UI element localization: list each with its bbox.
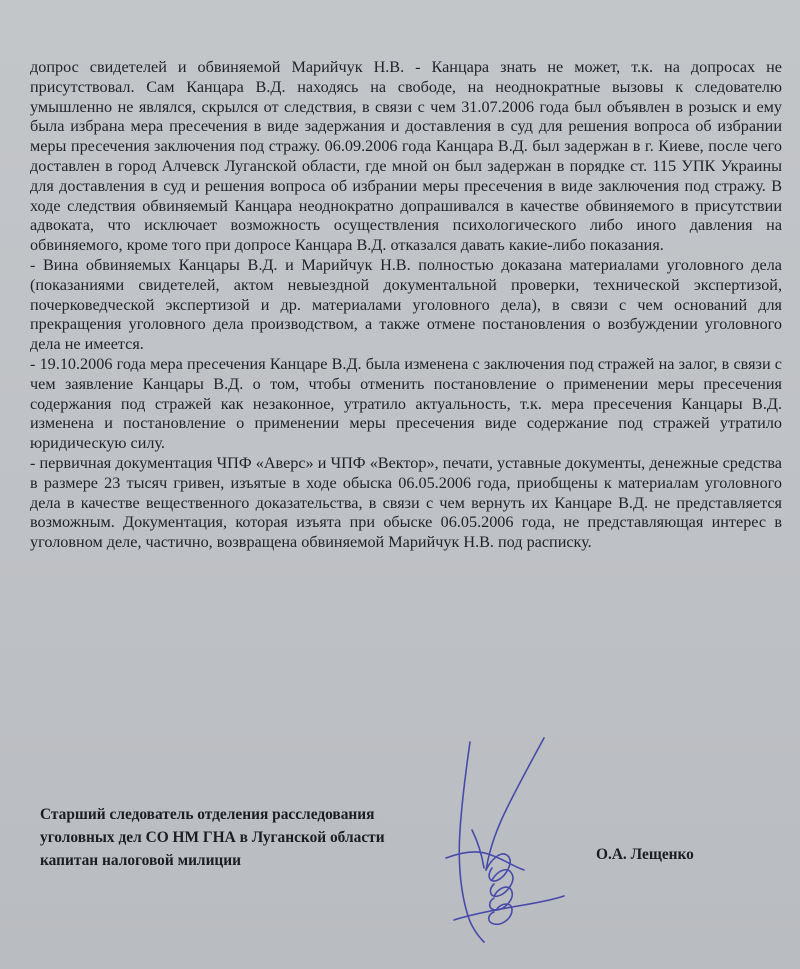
signatory-position xyxy=(40,803,385,872)
signatory-title-line-1: Старший следователь отделения расследования xyxy=(40,806,375,823)
paragraph-3: - 19.10.2006 года мера пресечения Канцаре В.Д. была изменена с заключения под стражей на залог, в связи с чем заявление Канцары В.Д. о том, чтобы отменить постановление о применении меры пресечения содержания под стражей как незаконное, утратило актуальность, т.к. мера пресечения Канцары В.Д. изменена и постановление о применении меры пресечения виде содержание под стражей утратило юридическую силу. xyxy=(30,354,782,453)
signatory-name: О.А. Лещенко xyxy=(596,846,694,863)
paragraph-1: допрос свидетелей и обвиняемой Марийчук Н.В. - Канцара знать не может, т.к. на допросах не присутствовал. Сам Канцара В.Д. находясь на свободе, на неоднократные вызовы к следователю умышленно не являлся, скрылся от следствия, в связи с чем 31.07.2006 года был объявлен в розыск и ему была избрана мера пресечения в виде задержания и доставления в суд для решения вопроса об избрании меры пресечения заключения под стражу. 06.09.2006 года Канцара В.Д. был задержан в г. Киеве, после чего доставлен в город Алчевск Луганской области, где мной он был задержан в порядке ст. 115 УПК Украины для доставления в суд и решения вопроса об избрании меры пресечения в виде заключения под стражу. В ходе следствия обвиняемый Канцара неоднократно допрашивался в качестве обвиняемого в присутствии адвоката, что исключает возможность осуществления психологического либо иного давления на обвиняемого, кроме того при допросе Канцара В.Д. отказался давать какие-либо показания. xyxy=(30,58,782,255)
signatory-title-line-3: капитан налоговой милиции xyxy=(40,852,242,869)
handwritten-signature xyxy=(432,730,572,950)
signatory-title-line-2: уголовных дел СО НМ ГНА в Луганской области xyxy=(40,829,385,846)
document-body xyxy=(30,58,782,553)
paragraph-4: - первичная документация ЧПФ «Аверс» и ЧПФ «Вектор», печати, уставные документы, денежные средства в размере 23 тысяч гривен, изъятые в ходе обыска 06.05.2006 года, приобщены к материалам уголовного дела в качестве вещественного доказательства, в связи с чем вернуть их Канцаре В.Д. не представляется возможным. Документация, которая изъята при обыске 06.05.2006 года, не представляющая интерес в уголовном деле, частично, возвращена обвиняемой Марийчук Н.В. под расписку. xyxy=(30,453,782,552)
paragraph-2: - Вина обвиняемых Канцары В.Д. и Марийчук Н.В. полностью доказана материалами уголовного дела (показаниями свидетелей, актом невыездной документальной проверки, технической экспертизой, почерковедческой экспертизой и др. материалами уголовного дела), в связи с чем оснований для прекращения уголовного дела производством, а также отмене постановления о возбуждении уголовного дела не имеется. xyxy=(30,255,782,354)
